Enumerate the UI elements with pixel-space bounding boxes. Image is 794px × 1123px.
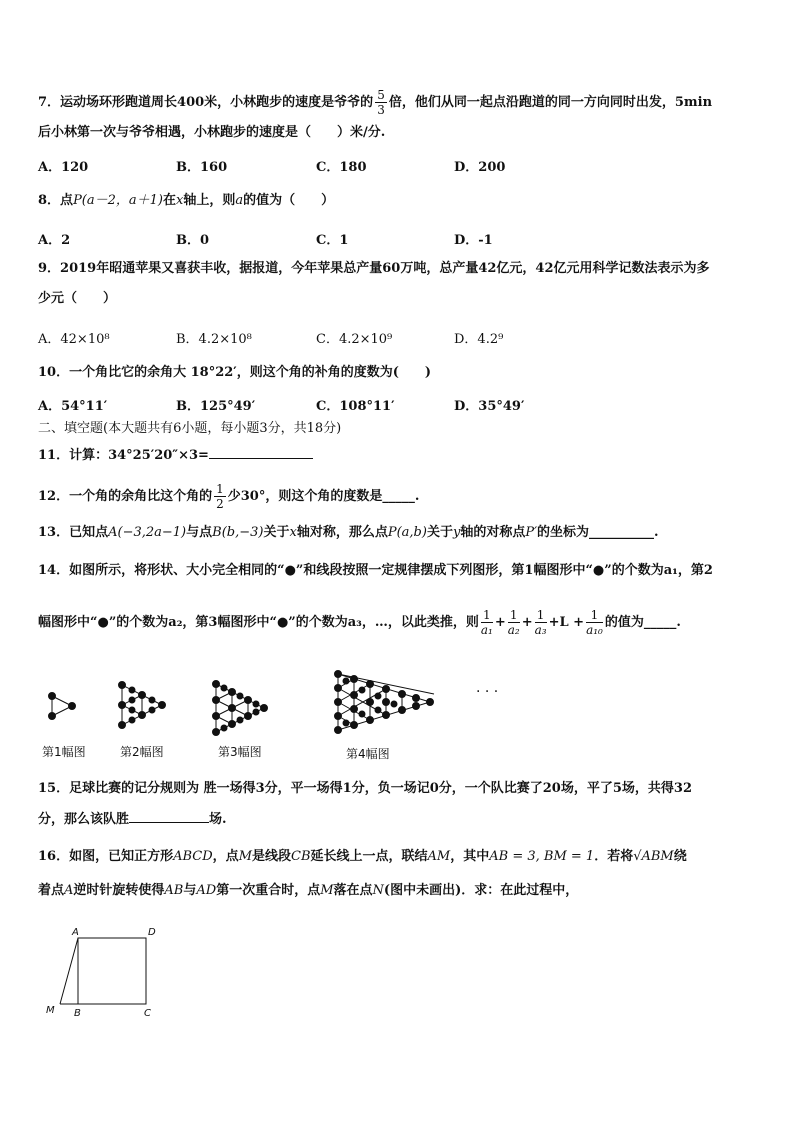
math-expression: A(−3,2a−1) [108,525,187,540]
question-14-line-1 [38,562,713,580]
math-expression: √ABM [633,849,674,864]
question-9-line-1 [38,260,710,278]
option-a[interactable]: A．54°11′ [38,399,108,414]
question-text: 的值为（ ） [243,193,335,208]
math-expression: P′ [525,525,538,540]
question-text: 场. [209,812,227,827]
label-b: B [74,1008,81,1019]
question-text: 延长线上一点，联结 [310,849,428,864]
fraction-1-a10 [586,608,603,637]
option-a[interactable]: A．2 [38,233,71,248]
numerator: 1 [586,608,603,623]
denominator: 2 [216,497,224,511]
option-b[interactable]: B．4.2×10⁸ [176,332,252,347]
question-16-line-1 [38,848,687,866]
label-c: C [144,1008,151,1019]
math-expression: AB [164,883,184,898]
math-expression: AB = 3, BM = 1 [489,849,595,864]
dot-pattern-figures [30,652,510,752]
question-number: 9． [38,261,61,276]
option-a[interactable]: A．120 [38,160,89,175]
denominator: a₂ [507,623,520,637]
option-c[interactable]: C．4.2×10⁹ [316,332,393,347]
question-10-line-1 [38,364,431,382]
question-text: 点 [60,193,74,208]
math-expression: ABCD [173,849,213,864]
square-abcd-figure [38,922,168,1022]
question-text: 运动场环形跑道周长400米，小林跑步的速度是爷爷的 [60,95,374,110]
option-b[interactable]: B．125°49′ [176,399,256,414]
segment-am [60,938,78,1004]
math-variable: a [235,193,244,208]
question-text: 一个角比它的余角大 18°22′，则这个角的补角的度数为( ) [69,365,432,380]
math-variable: M [320,883,334,898]
question-text: 在 [163,193,177,208]
denominator: a₁₀ [586,623,603,637]
question-15-line-1 [38,780,692,798]
question-text: 足球比赛的记分规则为 胜一场得3分，平一场得1分，负一场记0分，一个队比赛了20场，平了5场，共得32 [69,781,692,796]
option-b[interactable]: B．160 [176,160,228,175]
question-7-line-2: 后小林第一次与爷爷相遇，小林跑步的速度是（ ）米/分. [38,125,386,140]
question-text: 轴上，则 [183,193,236,208]
option-c[interactable]: C．108°11′ [316,399,395,414]
question-text: 如图，已知正方形 [69,849,174,864]
question-number: 14． [38,563,70,578]
figure-2-caption: 第2幅图 [120,745,164,759]
figure-3-triangle [213,681,268,736]
math-expression: P(a,b) [387,525,427,540]
fraction-1-a3 [535,608,547,637]
square-abcd [78,938,146,1004]
numerator: 5 [377,88,385,102]
option-d[interactable]: D．200 [454,160,506,175]
question-text: ，其中 [450,849,490,864]
question-number: 11． [38,448,70,463]
question-text: 关于 [263,525,290,540]
label-m: M [46,1005,55,1016]
numerator: 1 [216,482,224,496]
question-text: 的值为_____. [604,615,681,630]
option-d[interactable]: D．35°49′ [454,399,525,414]
question-16-line-2 [38,882,578,900]
math-expression: P(a－2，a＋1) [73,193,163,208]
figure-4-triangle [335,671,435,735]
figure-1-triangle [49,693,76,720]
option-c[interactable]: C．180 [316,160,367,175]
math-variable: x [176,193,184,208]
label-a: A [72,927,79,938]
figure-4-caption: 第4幅图 [346,747,390,761]
question-11-line-1 [38,447,313,465]
question-7-line-1 [38,88,712,117]
question-number: 8． [38,193,61,208]
math-variable: A [64,883,74,898]
question-number: 15． [38,781,70,796]
question-number: 7． [38,95,61,110]
question-text: 逆时针旋转使得 [73,883,165,898]
question-text: 第一次重合时，点 [216,883,321,898]
denominator: a₃ [534,623,547,637]
question-text: 与 [183,883,197,898]
answer-blank[interactable] [209,458,313,459]
denominator: 3 [377,103,385,117]
question-14-line-2 [38,608,681,637]
fraction-5-3 [375,88,387,117]
ellipsis-more-figures: · · · [476,684,499,700]
math-expression: AD [196,883,217,898]
question-text: 的坐标为__________. [537,525,659,540]
section-heading: 二、填空题(本大题共有6小题，每小题3分，共18分) [38,421,342,436]
question-text: 已知点 [69,525,109,540]
question-number: 12． [38,489,70,504]
question-text: 如图所示，将形状、大小完全相同的“●”和线段按照一定规律摆成下列图形，第1幅图形中“●”的个数为a₁，第2 [69,563,713,578]
numerator: 1 [481,608,493,623]
math-expression: AM [427,849,451,864]
question-text: 幅图形中“●”的个数为a₂，第3幅图形中“●”的个数为a₃，…，以此类推，则 [38,615,479,630]
figure-2-triangle [119,682,166,729]
question-text: 绕 [673,849,687,864]
option-c[interactable]: C．1 [316,233,349,248]
question-number: 13． [38,525,70,540]
math-expression: CB [291,849,311,864]
plus-sign: + [521,615,533,630]
question-text: 少30°，则这个角的度数是_____. [227,489,420,504]
question-text: 关于 [426,525,453,540]
plus-sign: + [494,615,506,630]
math-variable: N [372,883,384,898]
question-8-line-1 [38,192,334,210]
fraction-1-a1 [481,608,493,637]
question-text: 2019年昭通苹果又喜获丰收，据报道，今年苹果总产量60万吨，总产量42亿元，42亿元用科学记数法表示为多 [60,261,710,276]
question-text: ．若将 [594,849,634,864]
label-d: D [148,927,156,938]
question-text: 轴的对称点 [460,525,526,540]
option-d[interactable]: D．-1 [454,233,493,248]
figure-1-caption: 第1幅图 [42,745,86,759]
numerator: 1 [508,608,520,623]
figure-3-caption: 第3幅图 [218,745,262,759]
question-number: 16． [38,849,70,864]
question-text: 是线段 [252,849,292,864]
question-number: 10． [38,365,70,380]
question-9-line-2: 少元（ ） [38,291,117,306]
math-expression: B(b,−3) [212,525,264,540]
math-variable: M [238,849,252,864]
question-text: 一个角的余角比这个角的 [69,489,213,504]
option-d[interactable]: D．4.2⁹ [454,332,504,347]
question-12-line-1 [38,482,419,511]
question-text: 与点 [186,525,213,540]
question-text: 落在点 [333,883,373,898]
fraction-1-2 [214,482,226,511]
answer-blank[interactable] [129,822,209,823]
option-a[interactable]: A．42×10⁸ [38,332,110,347]
question-15-line-2 [38,811,227,829]
fraction-1-a2 [508,608,520,637]
option-b[interactable]: B．0 [176,233,210,248]
question-text: (图中未画出)．求：在此过程中， [383,883,579,898]
question-text: ，点 [212,849,239,864]
math-variable: x [289,525,297,540]
denominator: a₁ [480,623,493,637]
question-text: 计算：34°25′20″×3= [69,448,209,463]
ellipsis-sum: +L + [548,615,585,630]
math-variable: y [452,525,461,540]
question-text: 分，那么该队胜 [38,812,130,827]
question-13-line-1 [38,524,659,542]
numerator: 1 [535,608,547,623]
question-text: 轴对称，那么点 [296,525,388,540]
question-text: 倍，他们从同一起点沿跑道的同一方向同时出发，5min [388,95,713,110]
question-text: 着点 [38,883,65,898]
